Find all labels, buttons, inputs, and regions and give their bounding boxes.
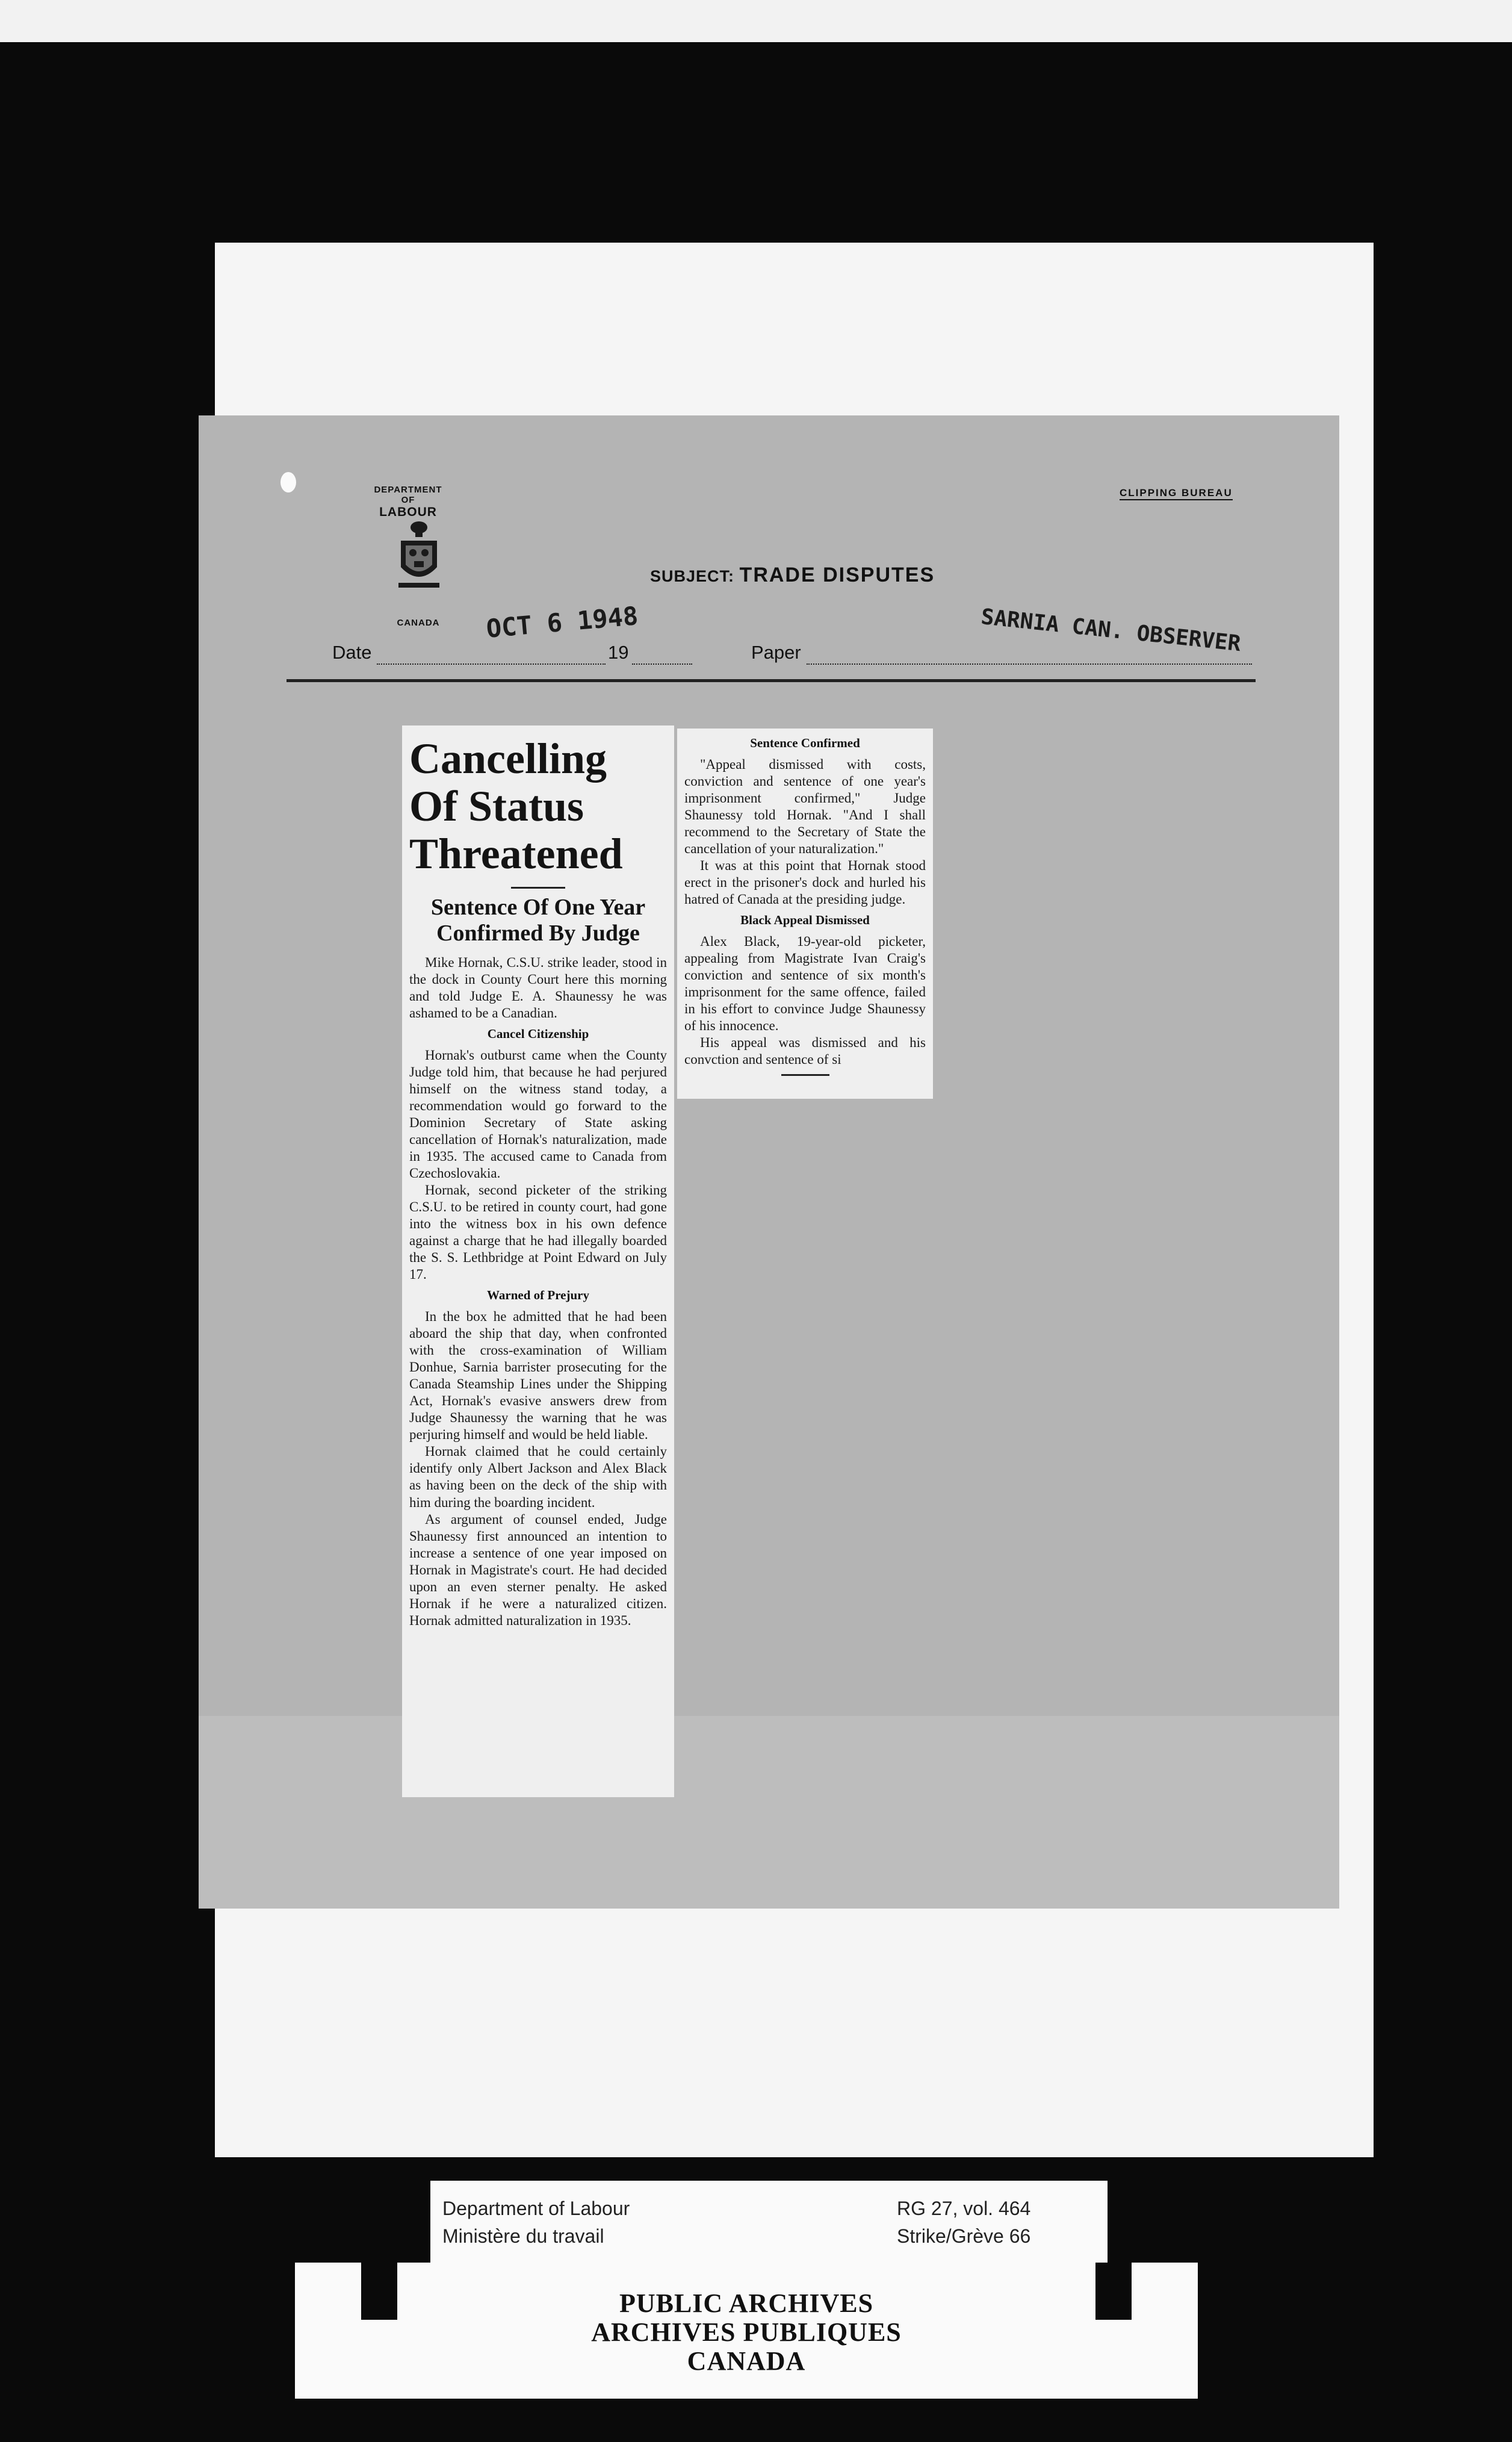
- paper-stamp: SARNIA CAN. OBSERVER: [979, 604, 1242, 657]
- subject-value: TRADE DISPUTES: [739, 564, 935, 586]
- archives-line-1: PUBLIC ARCHIVES: [619, 2288, 874, 2318]
- archive-tab: [295, 2263, 1198, 2399]
- date-stamp: OCT 6 1948: [485, 601, 640, 644]
- archive-label-card: [430, 2181, 1108, 2265]
- record-group: RG 27, vol. 464: [897, 2198, 1031, 2219]
- strike-number: Strike/Grève 66: [897, 2225, 1031, 2247]
- paragraph: Mike Hornak, C.S.U. strike leader, stood in the dock in County Court here this morning and told Judge E. A. Shaunessy he was ashamed to be a Canadian.: [409, 954, 667, 1021]
- archives-line-2: ARCHIVES PUBLIQUES: [591, 2317, 902, 2347]
- clipping-column-1: [402, 725, 674, 1797]
- clipping-bureau: CLIPPING BUREAU: [1120, 487, 1233, 500]
- year-line: [632, 663, 692, 665]
- paragraph: Alex Black, 19-year-old picketer, appealing from Magistrate Ivan Craig's conviction and sentence of six month's imprisonment for the same offence, failed in his effort to convince Judge Shaunessy of his innocence.: [684, 933, 926, 1033]
- clipping-column-2: [677, 729, 933, 1099]
- deck: Sentence Of One Year Confirmed By Judge: [430, 894, 646, 946]
- paragraph: His appeal was dismissed and his convction and sentence of si: [684, 1034, 926, 1067]
- subject-label: SUBJECT:: [650, 567, 735, 585]
- dept-fr: Ministère du travail: [442, 2225, 604, 2247]
- article-body-1: [409, 954, 667, 1629]
- punch-hole: [280, 472, 296, 492]
- headline-line-3: Threatened: [409, 830, 623, 878]
- paragraph: In the box he admitted that he had been aboard the ship that day, when confronted with the cross-examination of William Donhue, Sarnia barrister prosecuting for the Canada Steamship Lines under the Shipping Act, Hornak's evasive answers drew from Judge Shaunessy the warning that he was perjuring himself and would be held liable.: [409, 1309, 667, 1443]
- subhead: Cancel Citizenship: [487, 1027, 589, 1042]
- paper-line: [807, 663, 1252, 665]
- paper-label: Paper: [751, 642, 801, 663]
- paragraph: Hornak claimed that he could certainly identify only Albert Jackson and Alex Black as having been on the deck of the ship with him during the boarding incident.: [409, 1444, 667, 1510]
- subhead: Warned of Prejury: [487, 1288, 589, 1303]
- top-film-edge: [0, 0, 1512, 42]
- paragraph: Hornak, second picketer of the striking C.S.U. to be retired in county court, had gone into the witness box in his own defence against a charge that he had illegally boarded the S. S. Lethbridge at Point Edward on July 17.: [409, 1182, 667, 1282]
- labour-label: LABOUR: [379, 505, 437, 519]
- canada-label: CANADA: [397, 618, 440, 628]
- paragraph: Hornak's outburst came when the County Judge told him, that because he had perjured himself on the witness stand today, a recommendation would go forward to the Dominion Secretary of State asking cancellation of Hornak's naturalization, made in 1935. The accused came to Canada from Czechoslovakia.: [409, 1047, 667, 1181]
- headline-line-1: Cancelling: [409, 735, 607, 783]
- department-heading: [366, 485, 450, 519]
- headline: [409, 735, 667, 878]
- paragraph: As argument of counsel ended, Judge Shaunessy first announced an intention to increase a sentence of one year imposed on Hornak in Magistrate's court. He had decided upon an even sterner penalty. He asked Hornak if he were a naturalized citizen. Hornak admitted naturalization in 1935.: [409, 1511, 667, 1628]
- article-body-2: [684, 736, 926, 1076]
- archives-line-3: CANADA: [687, 2346, 806, 2376]
- headline-line-2: Of Status: [409, 782, 584, 831]
- headline-rule: [511, 887, 565, 889]
- form-divider: [287, 679, 1256, 682]
- coat-of-arms-icon: [397, 519, 441, 591]
- end-rule: [781, 1074, 829, 1076]
- subhead: Sentence Confirmed: [750, 736, 860, 750]
- paragraph: It was at this point that Hornak stood erect in the prisoner's dock and hurled his hatred of Canada at the presiding judge.: [684, 857, 926, 907]
- subhead: Black Appeal Dismissed: [740, 913, 870, 928]
- dept-en: Department of Labour: [442, 2198, 630, 2219]
- year-prefix: 19: [608, 642, 629, 663]
- department-of: DEPARTMENT OF: [374, 485, 442, 505]
- clipping-form: [199, 415, 1339, 1909]
- subject-line: [650, 564, 935, 587]
- date-label: Date: [332, 642, 372, 663]
- form-lower-band: [199, 1716, 1339, 1909]
- paragraph: "Appeal dismissed with costs, conviction and sentence of one year's imprisonment confirmed," Judge Shaunessy told Hornak. "And I shall recommend to the Secretary of State the cancellation of your naturalization.": [684, 756, 926, 856]
- date-line: [377, 663, 606, 665]
